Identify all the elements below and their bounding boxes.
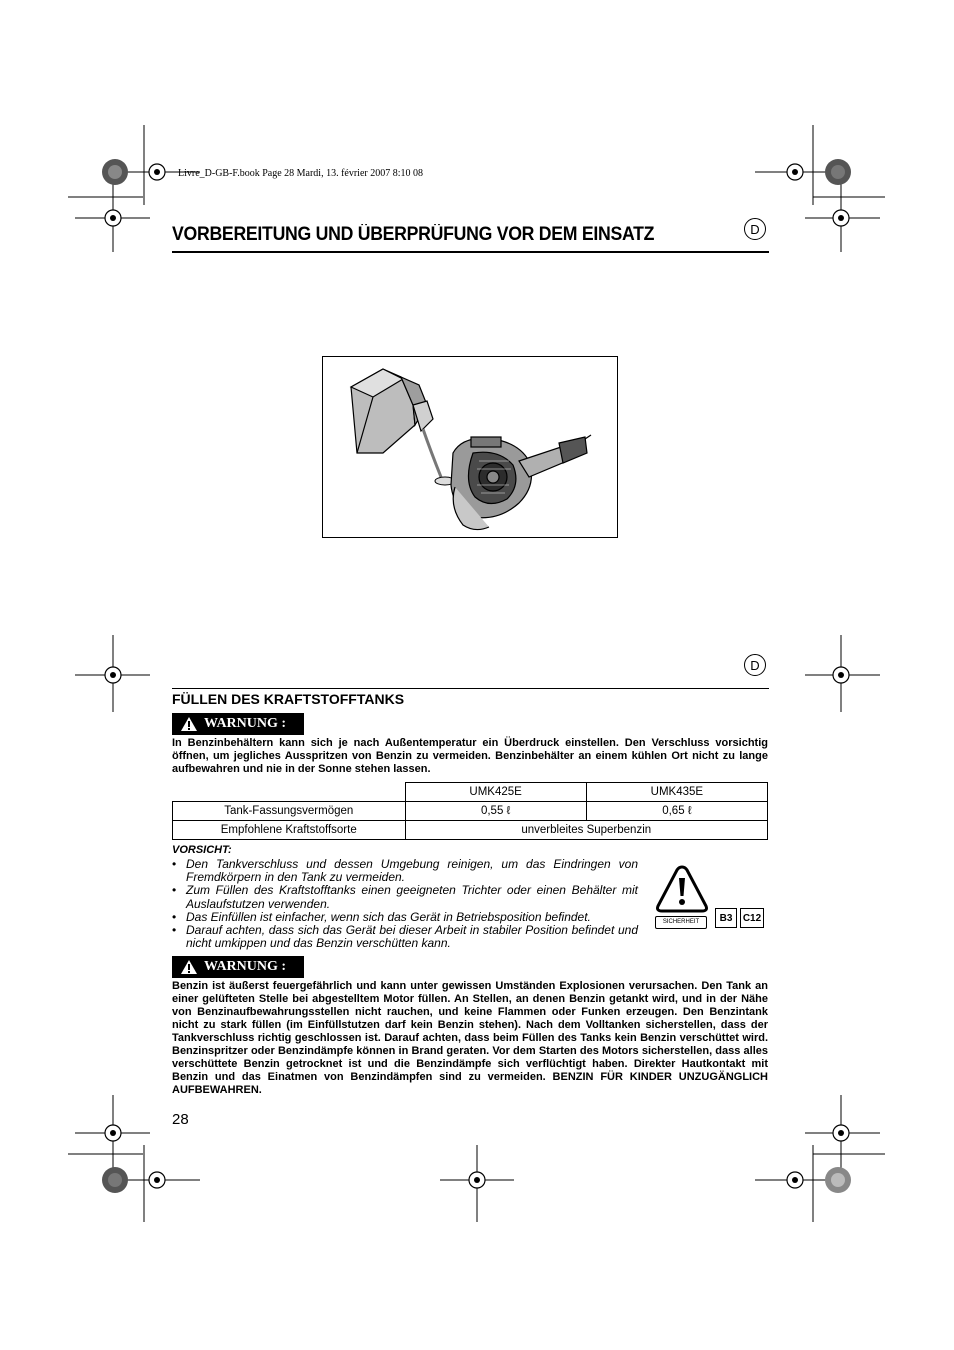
table-header-cell: UMK435E — [586, 783, 767, 802]
warning-triangle-icon — [180, 716, 198, 732]
title-rule — [172, 251, 769, 253]
section-rule — [172, 688, 769, 689]
table-header-row — [173, 783, 768, 802]
table-cell: Empfohlene Kraftstoffsorte — [173, 821, 406, 840]
code-badge-c12: C12 — [740, 908, 764, 928]
page-number: 28 — [172, 1111, 189, 1128]
safety-warning-icon — [655, 864, 709, 914]
list-item: • Den Tankverschluss und dessen Umgebung reinigen, um das Eindringen von Fremdkörpern in den Tank zu vermeiden. — [172, 858, 638, 884]
list-item: • Das Einfüllen ist einfacher, wenn sich das Gerät in Betriebsposition befindet. — [172, 911, 638, 924]
caution-heading: VORSICHT: — [172, 844, 232, 856]
table-header-cell: UMK425E — [405, 783, 586, 802]
section-language-badge: D — [744, 654, 766, 676]
list-item: • Darauf achten, dass sich das Gerät bei dieser Arbeit in stabiler Position befindet und nicht umkippen und das Benzin verschütten kann. — [172, 924, 638, 950]
table-cell: unverbleites Superbenzin — [405, 821, 768, 840]
refuelling-illustration — [322, 356, 618, 538]
table-cell: 0,65 ℓ — [586, 802, 767, 821]
specification-table — [172, 782, 768, 840]
fuel-can-engine-drawing — [323, 357, 617, 537]
warning-label-text: WARNUNG : — [204, 716, 287, 731]
table-cell: Tank-Fassungsvermögen — [173, 802, 406, 821]
table-header-empty — [173, 783, 406, 802]
page-title: VORBEREITUNG UND ÜBERPRÜFUNG VOR DEM EINSATZ — [172, 224, 655, 245]
table-row — [173, 821, 768, 840]
list-item: • Zum Füllen des Kraftstofftanks einen geeigneten Trichter oder einen Behälter mit Auslaufstutzen verwenden. — [172, 884, 638, 910]
code-badge-b3: B3 — [715, 908, 737, 928]
safety-label: SICHERHEIT — [655, 916, 707, 929]
warning-text-2: Benzin ist äußerst feuergefährlich und kann unter gewissen Umständen Explosionen verursachen. Den Tank an einer gelüfteten Stelle bei abgestelltem Motor füllen. An Stellen, an denen Benzin getankt wird, und in der Nähe von Benzinaufbewahrungsstellen nicht rauchen, und keine Flammen oder Funken erzeugen. Den Benzintank nicht zu stark füllen (im Einfüllstutzen darf kein Benzin stehen). Nach dem Volltanken sicherstellen, dass der Tankverschluss richtig geschlossen ist. Darauf achten, dass beim Füllen des Tanks kein Benzin verschüttet wird. Benzinspritzer oder Benzindämpfe können in Brand geraten. Vor dem Starten des Motors sicherstellen, dass alles verschüttete Benzin getrocknet ist und die Benzindämpfe sich verflüchtigt haben. Direkter Hautkontakt mit Benzin und das Einatmen von Benzindämpfen sind zu vermeiden. BENZIN FÜR KINDER UNZUGÄNGLICH AUFBEWAHREN. — [172, 980, 768, 1096]
file-info: Livre_D-GB-F.book Page 28 Mardi, 13. février 2007 8:10 08 — [178, 168, 423, 179]
warning-label-text: WARNUNG : — [204, 959, 287, 974]
warning-label-2 — [172, 956, 304, 978]
warning-label-1 — [172, 713, 304, 735]
warning-text-1: In Benzinbehältern kann sich je nach Außentemperatur ein Überdruck einstellen. Den Verschluss vorsichtig öffnen, um jegliches Ausspritzen von Benzin zu vermeiden. Benzinbehälter an einem kühlen Ort nicht zu lange aufbewahren und nie in der Sonne stehen lassen. — [172, 737, 768, 775]
table-row — [173, 802, 768, 821]
caution-list — [172, 858, 638, 950]
warning-triangle-icon — [180, 959, 198, 975]
table-cell: 0,55 ℓ — [405, 802, 586, 821]
section-heading: FÜLLEN DES KRAFTSTOFFTANKS — [172, 691, 405, 707]
language-badge: D — [744, 218, 766, 240]
